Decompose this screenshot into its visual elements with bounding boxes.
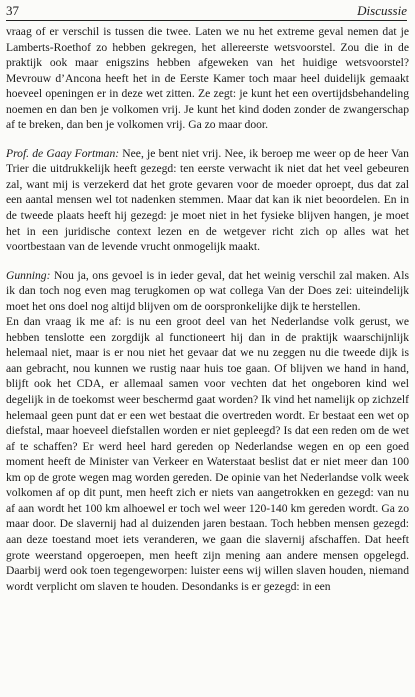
- paragraph-3-text: Nou ja, ons gevoel is in ieder geval, dat het weinig verschil zal maken. Als ik dan toch nog even mag terugkomen op wat collega Van der Does zei: uiteindelijk moet het ons doel nog altijd blijven om de oorspronkelijke dijk te herstellen.: [6, 268, 409, 313]
- paragraph-1-text: vraag of er verschil is tussen die twee. Laten we nu het extreme geval nemen dat je Lamberts-Roethof zo hebben gekregen, het allereerste wetsvoorstel. Zou die in de praktijk ook maar enigszins hebben afgeweken van het huidige wetsvoorstel? Mevrouw d’Ancona heeft het in de Eerste Kamer toch maar heel duidelijk gemaakt hoeveel openingen er in deze wet zitten. Ze zegt: je kunt het een overtijdsbehandeling noemen en dan ben je volkomen vrij. Je kunt het kind doden zonder de zwangerschap af te breken, dan ben je volkomen vrij. Ga zo maar door.: [6, 25, 409, 132]
- speaker-label: Gunning:: [6, 268, 51, 282]
- paragraph-4: [6, 314, 409, 594]
- paragraph-1: [6, 24, 409, 133]
- paragraph-2: [6, 146, 409, 255]
- paragraph-2-text: Nee, je bent niet vrij. Nee, ik beroep me weer op de heer Van Trier die uitdrukkelijk heeft gezegd: ten eerste verwacht ik niet dat het veel gebeuren zal, want mij is verzekerd dat het grote gevaren voor de moeder oproept, dus dat zal een aantal mensen wel tot nadenken stemmen. Maar dat kan ik niet beoordelen. En in de tweede plaats heeft hij gezegd: je moet niet in het fysieke blijven hangen, je moet het in een juridische context lezen en de wetgever richt zich op alles wat het voortbestaan van de levende vrucht onmogelijk maakt.: [6, 146, 409, 254]
- running-head: [6, 2, 407, 21]
- speaker-label: Prof. de Gaay Fortman:: [6, 146, 120, 160]
- page-number: 37: [6, 3, 19, 18]
- paragraph-4-text: En dan vraag ik me af: is nu een groot deel van het Nederlandse volk gerust, we hebben tenslotte een zorgdijk al functioneert hij dan in de praktijk waarschijnlijk helemaal niet, maar is er nou niet het gevaar dat we nu zeggen nu die tweede dijk is aan gebracht, nou kunnen we rustig naar huis toe gaan. Of blijven we hand in hand, blijft ook het CDA, er allemaal samen voor vechten dat het ongeboren kind wel degelijk in de toekomst weer beschermd gaat worden? Ik vind het namelijk op zichzelf helemaal geen punt dat er een wet bestaat die overtreden wordt. Er bestaat een wet op diefstal, maar hoeveel diefstallen worden er niet gepleegd? Is dat een reden om de wet af te schaffen? Er werd heel hard gereden op Nederlandse wegen en op een goed moment heeft de Minister van Verkeer en Waterstaat beslist dat er niet meer dan 100 km op de grote wegen mag worden gereden. De opinie van het Nederlandse volk week volkomen af op dit punt, men heeft zich er niets van aangetrokken en gezegd: van nu af aan wordt het 100 km alhoewel er toch wel weer 120-140 km gereden wordt. Ga zo maar door. De slavernij had al duizenden jaren bestaan. Toch hebben mensen gezegd: aan deze toestand moet iets veranderen, we gaan die slavernij afschaffen. Dat heeft grote weerstand opgeroepen, men heeft zijn mening aan andere mensen opgelegd. Daarbij werd ook toen tegengeworpen: luister eens wij willen slaven houden, niemand wordt verplicht om slaven te houden. Desondanks is er gezegd: in een: [6, 315, 409, 593]
- body-text: [6, 24, 409, 594]
- section-title: Discussie: [357, 3, 407, 18]
- paragraph-3: [6, 268, 409, 315]
